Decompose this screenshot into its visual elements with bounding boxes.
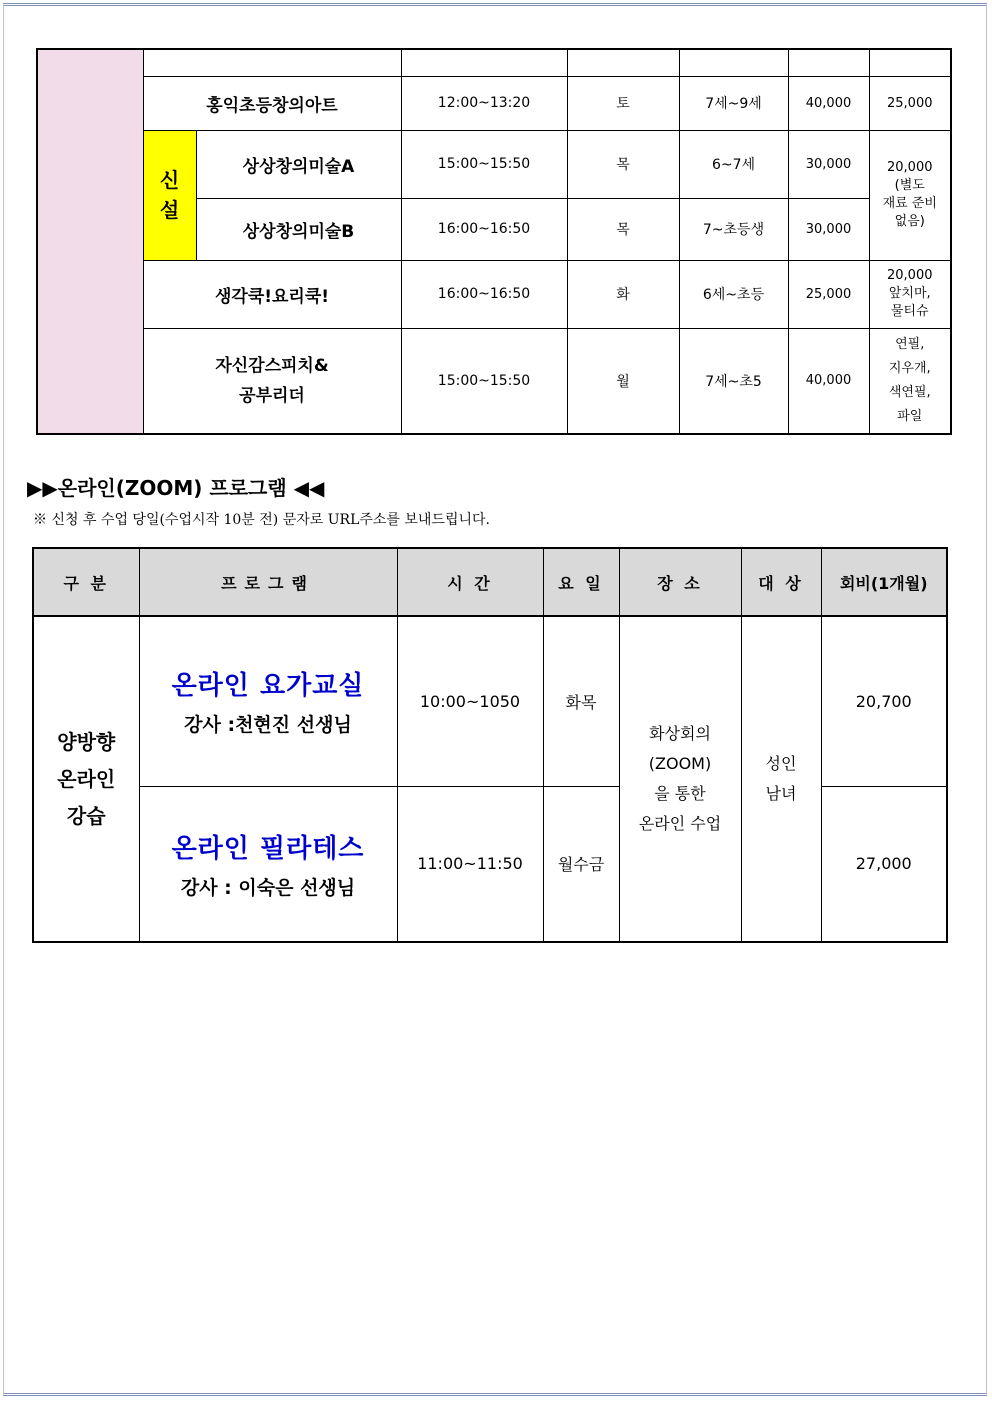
material-line: 지우개, [888, 360, 931, 376]
new-badge [143, 130, 196, 260]
program-cell [143, 328, 401, 434]
header-day: 요 일 [543, 548, 619, 616]
material-cell [869, 328, 951, 434]
day-cell: 월수금 [543, 786, 619, 942]
program-cell: 생각쿡!요리쿡! [143, 260, 401, 328]
program-cell: 상상창의미술B [196, 198, 401, 260]
header-program: 프로그램 [139, 548, 397, 616]
material-line: 물티슈 [890, 304, 929, 319]
day-cell: 화 [567, 260, 679, 328]
time-cell: 11:00~11:50 [397, 786, 543, 942]
category-cell [37, 49, 143, 434]
fee-cell: 40,000 [788, 76, 869, 130]
time-cell: 10:00~1050 [397, 616, 543, 786]
new-badge-line2: 설 [159, 198, 180, 222]
material-line: 앞치마, [888, 286, 931, 301]
table-row [37, 130, 951, 198]
material-cell [869, 130, 951, 260]
age-cell: 7세~초5 [679, 328, 788, 434]
fee-cell: 40,000 [788, 328, 869, 434]
age-cell: 7세~9세 [679, 76, 788, 130]
day-cell: 화목 [543, 616, 619, 786]
time-cell [401, 49, 567, 76]
material-line: 색연필, [888, 384, 931, 400]
online-section-heading: ▶▶온라인(ZOOM) 프로그램 ◀◀ [27, 476, 325, 500]
venue-line: 을 통한 [654, 784, 706, 803]
new-badge-line1: 신 [159, 168, 180, 192]
material-line: 연필, [895, 336, 925, 352]
online-program-table [32, 547, 948, 943]
header-venue: 장 소 [619, 548, 741, 616]
program-title: 온라인 요가교실 [171, 671, 365, 702]
online-notice: ※ 신청 후 수업 당일(수업시작 10분 전) 문자로 URL주소를 보내드립니다. [33, 512, 490, 528]
table-row [37, 260, 951, 328]
day-cell: 토 [567, 76, 679, 130]
table-row [37, 76, 951, 130]
day-cell: 월 [567, 328, 679, 434]
fee-cell [788, 49, 869, 76]
age-cell [679, 49, 788, 76]
program-cell [143, 49, 401, 76]
material-line: 파일 [897, 408, 923, 424]
program-cell: 홍익초등창의아트 [143, 76, 401, 130]
program-title: 온라인 필라테스 [171, 833, 365, 864]
program-line: 자신감스피치& [215, 355, 329, 376]
age-cell: 6세~초등 [679, 260, 788, 328]
target-line: 성인 [765, 754, 797, 773]
day-cell: 목 [567, 130, 679, 198]
program-teacher: 강사 :천현진 선생님 [184, 714, 352, 737]
fee-cell: 27,000 [821, 786, 947, 942]
material-cell [869, 49, 951, 76]
venue-line: 온라인 수업 [638, 814, 722, 833]
program-cell [139, 786, 397, 942]
program-cell [139, 616, 397, 786]
table-row [37, 49, 951, 76]
material-line: 재료 준비 [882, 196, 937, 211]
fee-cell: 25,000 [788, 260, 869, 328]
header-target: 대 상 [741, 548, 821, 616]
venue-cell [619, 616, 741, 942]
program-cell: 상상창의미술A [196, 130, 401, 198]
header-fee: 회비(1개월) [821, 548, 947, 616]
time-cell: 15:00~15:50 [401, 130, 567, 198]
fee-cell: 20,700 [821, 616, 947, 786]
material-line: 20,000 [887, 268, 933, 283]
program-teacher: 강사 : 이숙은 선생님 [180, 876, 356, 899]
category-line: 양방향 [57, 729, 116, 754]
venue-line: (ZOOM) [648, 754, 712, 773]
time-cell: 16:00~16:50 [401, 198, 567, 260]
category-line: 강습 [66, 803, 106, 828]
time-cell: 12:00~13:20 [401, 76, 567, 130]
time-cell: 16:00~16:50 [401, 260, 567, 328]
material-cell [869, 260, 951, 328]
time-cell: 15:00~15:50 [401, 328, 567, 434]
material-line: 없음) [894, 214, 925, 229]
material-line: (별도 [894, 178, 925, 193]
material-cell: 25,000 [869, 76, 951, 130]
fee-cell: 30,000 [788, 198, 869, 260]
category-cell [33, 616, 139, 942]
offline-program-table [36, 48, 952, 435]
age-cell: 6~7세 [679, 130, 788, 198]
day-cell [567, 49, 679, 76]
target-line: 남녀 [765, 784, 797, 803]
table-row [37, 328, 951, 434]
table-row [33, 616, 947, 786]
category-line: 온라인 [57, 766, 116, 791]
fee-cell: 30,000 [788, 130, 869, 198]
venue-line: 화상회의 [649, 724, 711, 743]
header-time: 시 간 [397, 548, 543, 616]
header-row [33, 548, 947, 616]
day-cell: 목 [567, 198, 679, 260]
header-category: 구 분 [33, 548, 139, 616]
target-cell [741, 616, 821, 942]
material-line: 20,000 [887, 160, 933, 175]
age-cell: 7~초등생 [679, 198, 788, 260]
program-line: 공부리더 [239, 385, 305, 406]
